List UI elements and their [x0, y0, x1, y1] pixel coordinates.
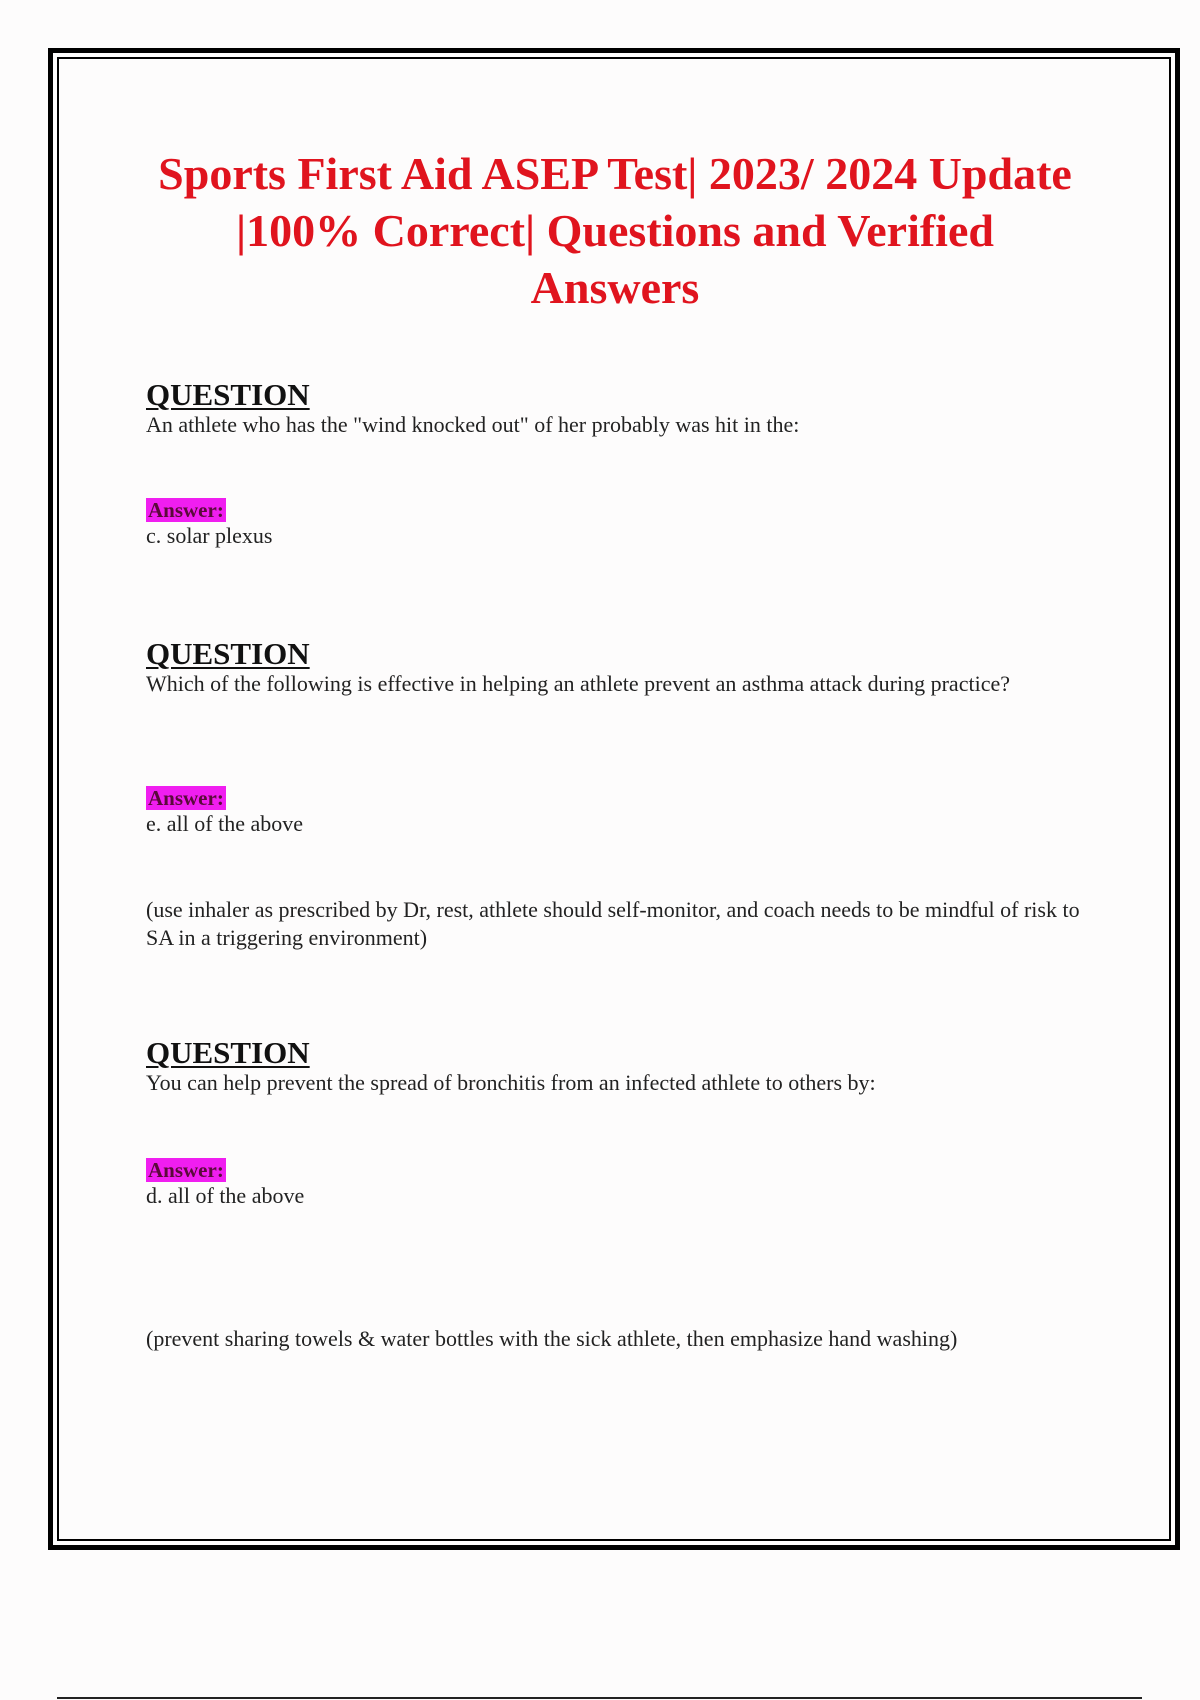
answer-block-2 [146, 786, 1086, 838]
explanation-block-3 [146, 1325, 1086, 1353]
question-heading: QUESTION [146, 636, 310, 671]
answer-text: c. solar plexus [146, 523, 273, 548]
answer-explanation: (prevent sharing towels & water bottles with the sick athlete, then emphasize hand washing) [146, 1326, 958, 1351]
answer-text: d. all of the above [146, 1183, 305, 1208]
answer-text: e. all of the above [146, 811, 303, 836]
answer-explanation: (use inhaler as prescribed by Dr, rest, athlete should self-monitor, and coach needs to be mindful of risk to SA in a triggering environment) [146, 897, 1080, 950]
footer-rule [57, 1697, 1142, 1699]
answer-label: Answer: [148, 786, 224, 810]
question-block-3 [146, 1036, 1086, 1097]
question-text: An athlete who has the "wind knocked out" of her probably was hit in the: [146, 412, 800, 437]
answer-label: Answer: [148, 498, 224, 522]
question-block-2 [146, 637, 1086, 698]
answer-block-1 [146, 498, 1086, 550]
question-heading: QUESTION [146, 377, 310, 412]
question-block-1 [146, 378, 1086, 439]
question-text: You can help prevent the spread of bronchitis from an infected athlete to others by: [146, 1070, 876, 1095]
answer-label: Answer: [148, 1158, 224, 1182]
document-title: Sports First Aid ASEP Test| 2023/ 2024 Update |100% Correct| Questions and Verified Answers [158, 148, 1072, 313]
explanation-block-2 [146, 896, 1086, 952]
question-text: Which of the following is effective in helping an athlete prevent an asthma attack during practice? [146, 671, 1010, 696]
question-heading: QUESTION [146, 1035, 310, 1070]
answer-block-3 [146, 1158, 1086, 1210]
